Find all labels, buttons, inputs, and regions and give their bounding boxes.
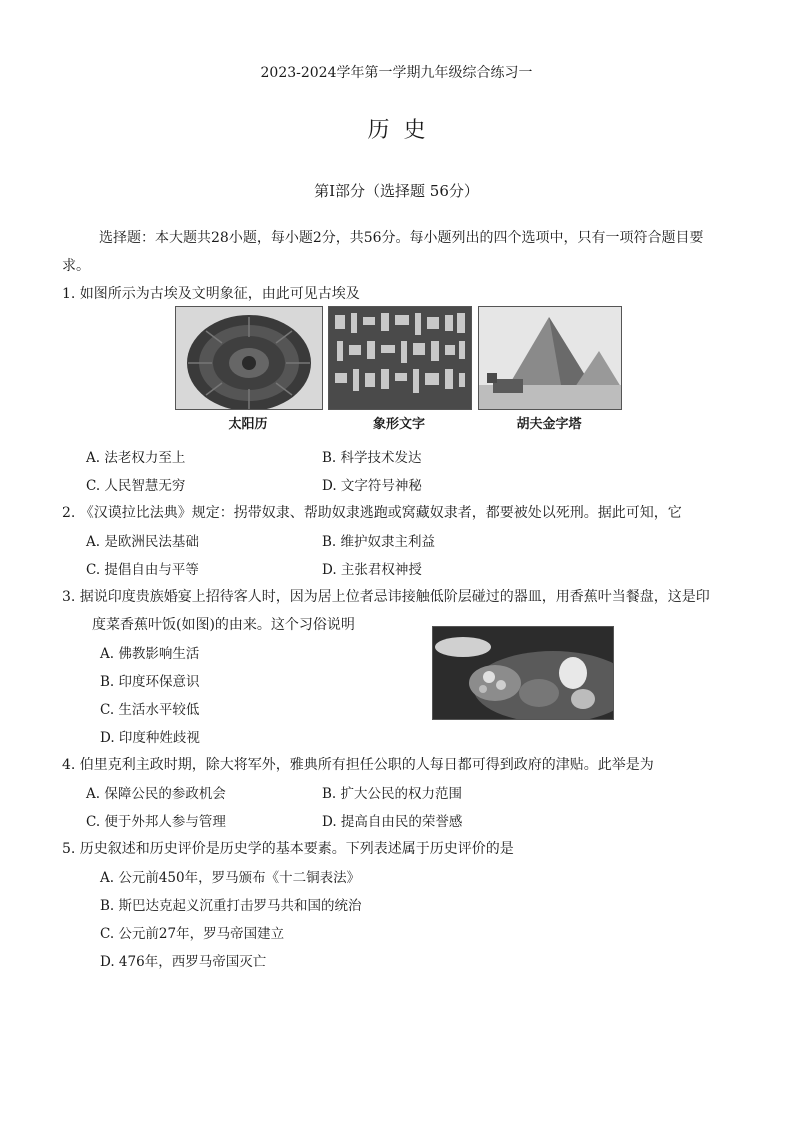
question-3-stem-line-1: 3. 据说印度贵族婚宴上招待客人时，因为居上位者忌讳接触低阶层碰过的器皿，用香蕉叶当餐盘，这是印 — [62, 589, 710, 605]
question-5-stem: 5. 历史叙述和历史评价是历史学的基本要素。下列表述属于历史评价的是 — [62, 841, 514, 857]
q5-option-c: C. 公元前27年，罗马帝国建立 — [100, 926, 285, 942]
q1-option-d: D. 文字符号神秘 — [322, 478, 422, 494]
q3-option-b: B. 印度环保意识 — [100, 674, 200, 690]
q5-option-a: A. 公元前450年，罗马颁布《十二铜表法》 — [100, 870, 361, 886]
question-3-stem-line-2: 度菜香蕉叶饭(如图)的由来。这个习俗说明 — [92, 617, 355, 633]
q2-option-b: B. 维护奴隶主利益 — [322, 534, 436, 550]
question-2-stem: 2. 《汉谟拉比法典》规定：拐带奴隶、帮助奴隶逃跑或窝藏奴隶者，都要被处以死刑。据此可知，它 — [62, 505, 682, 521]
q2-option-c: C. 提倡自由与平等 — [86, 562, 199, 578]
q4-option-b: B. 扩大公民的权力范围 — [322, 786, 463, 802]
hieroglyphs-image — [328, 306, 472, 410]
subject-title: 历史 — [367, 118, 440, 143]
section-heading: 第Ⅰ部分（选择题 56分） — [314, 182, 479, 200]
q4-option-d: D. 提高自由民的荣誉感 — [322, 814, 463, 830]
caption-hieroglyphs: 象形文字 — [372, 417, 425, 432]
pyramid-image — [478, 306, 622, 410]
question-4-stem: 4. 伯里克利主政时期，除大将军外，雅典所有担任公职的人每日都可得到政府的津贴。此举是为 — [62, 757, 654, 773]
q4-option-c: C. 便于外邦人参与管理 — [86, 814, 226, 830]
banana-leaf-meal-image — [432, 626, 614, 720]
q5-option-d: D. 476年，西罗马帝国灭亡 — [100, 954, 267, 970]
exam-header: 2023-2024学年第一学期九年级综合练习一 — [260, 65, 533, 81]
q1-option-c: C. 人民智慧无穷 — [86, 478, 186, 494]
q1-option-b: B. 科学技术发达 — [322, 450, 422, 466]
instructions-line-2: 求。 — [62, 258, 90, 274]
q3-option-a: A. 佛教影响生活 — [100, 646, 200, 662]
sun-calendar-image — [175, 306, 323, 410]
instructions-line-1: 选择题：本大题共28小题，每小题2分，共56分。每小题列出的四个选项中，只有一项符合题目要 — [99, 230, 704, 246]
q3-option-d: D. 印度种姓歧视 — [100, 730, 200, 746]
q4-option-a: A. 保障公民的参政机会 — [86, 786, 226, 802]
q5-option-b: B. 斯巴达克起义沉重打击罗马共和国的统治 — [100, 898, 362, 914]
q3-option-c: C. 生活水平较低 — [100, 702, 200, 718]
q1-option-a: A. 法老权力至上 — [86, 450, 186, 466]
question-1-stem: 1. 如图所示为古埃及文明象征，由此可见古埃及 — [62, 286, 360, 302]
q2-option-d: D. 主张君权神授 — [322, 562, 422, 578]
caption-pyramid: 胡夫金字塔 — [516, 417, 582, 432]
q2-option-a: A. 是欧洲民法基础 — [86, 534, 199, 550]
caption-sun-calendar: 太阳历 — [228, 417, 268, 432]
